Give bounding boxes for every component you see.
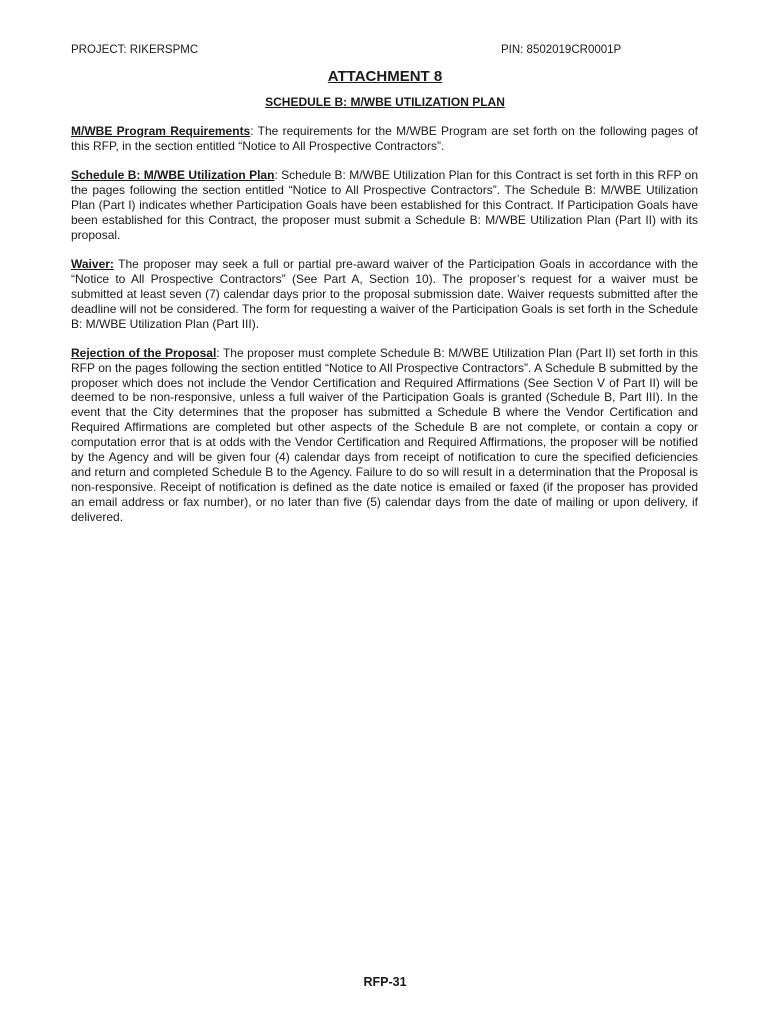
paragraph-heading: M/WBE Program Requirements [71,124,251,138]
document-subtitle: SCHEDULE B: M/WBE UTILIZATION PLAN [265,95,505,109]
document-title: ATTACHMENT 8 [327,68,443,85]
paragraph-rejection [71,346,698,525]
paragraph-waiver [71,257,698,332]
paragraph-heading: Schedule B: M/WBE Utilization Plan [71,168,275,183]
paragraph-program-requirements [71,124,698,154]
paragraph-text: : Schedule B: M/WBE Utilization Plan for this Contract is set forth in this RFP on the pages following the section entitled “Notice to All Prospective Contractors”. The Schedule B: M/WBE Utilization Plan (Part I) indicates whether Participation Goals have been established for this Contract. If Participation Goals have been established for this Contract, the proposer must submit a Schedule B: M/WBE Utilization Plan (Part II) with its proposal. [71,168,699,242]
paragraph-utilization-plan [71,168,698,243]
project-label: PROJECT: RIKERSPMC [71,44,199,56]
paragraph-heading: Waiver: [71,256,114,271]
paragraph-text: : The requirements for the M/WBE Program are set forth on the following pages of this RFP, in the section entitled “Notice to All Prospective Contractors”. [71,124,698,153]
page-header [71,44,699,60]
paragraph-text: : The proposer must complete Schedule B: M/WBE Utilization Plan (Part II) set forth in this RFP on the pages following the section entitled “Notice to All Prospective Contractors”. A Schedule B submitted by the proposer which does not include the Vendor Certification and Required Affirmations (See Section V of Part II) will be deemed to be non-responsive, unless a full waiver of the Participation Goals is granted (Schedule B, Part III). In the event that the City determines that the proposer has submitted a Schedule B where the Vendor Certification and Required Affirmations are completed but other aspects of the Schedule B are not complete, or contain a copy or computation error that is at odds with the Vendor Certification and Required Affirmations, the proposer will be notified by the Agency and will be given four (4) calendar days from receipt of notification to cure the specified deficiencies and return and completed Schedule B to the Agency. Failure to do so will result in a determination that the Proposal is non-responsive. Receipt of notification is defined as the date notice is emailed or faxed (if the proposer has provided an email address or fax number), or no later than five (5) calendar days from the date of mailing or upon delivery, if delivered. [71,345,699,524]
page-number: RFP-31 [363,975,407,989]
paragraph-heading: Rejection of the Proposal [71,345,217,360]
paragraph-text: The proposer may seek a full or partial pre-award waiver of the Participation Goals in accordance with the “Notice to All Prospective Contractors” (See Part A, Section 10). The proposer’s request for a waiver must be submitted at least seven (7) calendar days prior to the proposal submission date. Waiver requests submitted after the deadline will not be considered. The form for requesting a waiver of the Participation Goals is set forth in the Schedule B: M/WBE Utilization Plan (Part III). [71,256,698,331]
document-body [71,124,698,539]
pin-label: PIN: 8502019CR0001P [501,44,622,56]
